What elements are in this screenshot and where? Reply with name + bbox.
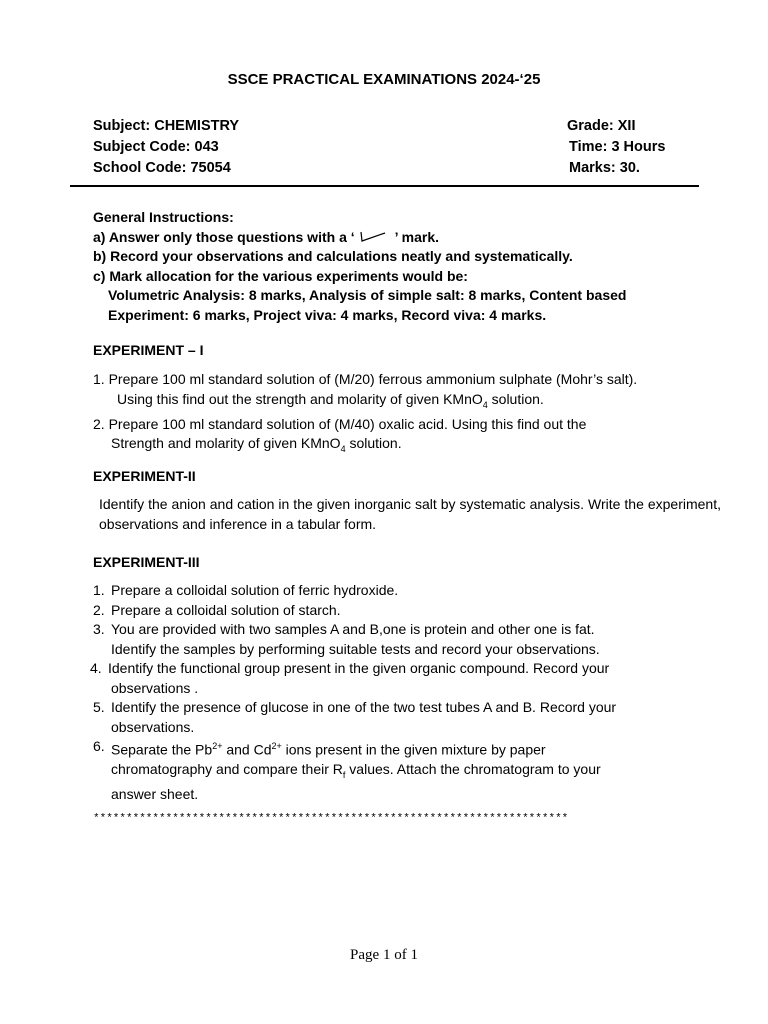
instruction-c: c) Mark allocation for the various experiments would be:: [93, 267, 468, 284]
total-marks: Marks: 30.: [569, 160, 640, 176]
header-divider: [70, 185, 699, 187]
exp1-question-2: 2. Prepare 100 ml standard solution of (M/40) oxalic acid. Using this find out the Strength and molarity of given KMnO$_4$ solution.: [93, 415, 587, 455]
grade: Grade: XII: [567, 118, 636, 134]
school-code: School Code: 75054: [93, 160, 231, 176]
exp3-item-1: 1. Prepare a colloidal solution of ferric hydroxide.: [93, 582, 399, 598]
subject-code: Subject Code: 043: [93, 139, 219, 155]
marks-allocation-line2: Experiment: 6 marks, Project viva: 4 marks, Record viva: 4 marks.: [108, 306, 547, 323]
exp3-item-5: 5. Identify the presence of glucose in one of the two test tubes A and B. Record your observations.: [93, 699, 617, 735]
duration: Time: 3 Hours: [569, 139, 666, 155]
page-number: Page 1 of 1: [350, 947, 418, 963]
tick-mark-icon: [355, 230, 395, 244]
general-instructions: [93, 208, 713, 325]
instruction-a: a) Answer only those questions with a ‘ ’ mark.: [93, 228, 440, 245]
exp3-item-4: 4. Identify the functional group present in the given organic compound. Record your observations .: [90, 660, 610, 696]
exp3-item-2: 2. Prepare a colloidal solution of starch.: [93, 601, 341, 618]
exp1-question-1: 1. Prepare 100 ml standard solution of (M/20) ferrous ammonium sulphate (Mohr’s salt). Using this find out the strength and molarity of given KMnO$_4$ solution.: [93, 371, 638, 410]
instruction-b: b) Record your observations and calculations neatly and systematically.: [93, 248, 573, 264]
experiment-3-heading: EXPERIMENT-III: [93, 554, 200, 570]
experiment-1-questions: [93, 370, 723, 460]
exp3-item-6: 6. Separate the $Pb^{2+}$ and $Cd^{2+}$ ions present in the given mixture by paper chromatography and compare their $R_f$ values. Attach the chromatogram to your answer sheet.: [93, 738, 601, 803]
experiment-1-heading: EXPERIMENT – I: [93, 342, 204, 358]
exp3-list: [90, 581, 733, 805]
exam-meta-right: [567, 116, 665, 179]
experiment-2-text: Identify the anion and cation in the given inorganic salt by systematic analysis. Write the experiment, observations and inference in a tabular form.: [99, 496, 721, 532]
end-separator: ************************************************************************: [93, 813, 569, 825]
page-title: SSCE PRACTICAL EXAMINATIONS 2024-‘25: [227, 71, 541, 88]
subject: Subject: CHEMISTRY: [93, 118, 240, 134]
marks-allocation-line1: Volumetric Analysis: 8 marks, Analysis of simple salt: 8 marks, Content based: [108, 287, 627, 303]
exam-meta-left: [93, 116, 239, 179]
exp3-item-3: 3. You are provided with two samples A and B,one is protein and other one is fat. Identify the samples by performing suitable tests and record your observations.: [93, 621, 600, 657]
instructions-heading: General Instructions:: [93, 209, 234, 225]
experiment-3-questions: [90, 581, 733, 805]
experiment-2-heading: EXPERIMENT-II: [93, 468, 196, 484]
